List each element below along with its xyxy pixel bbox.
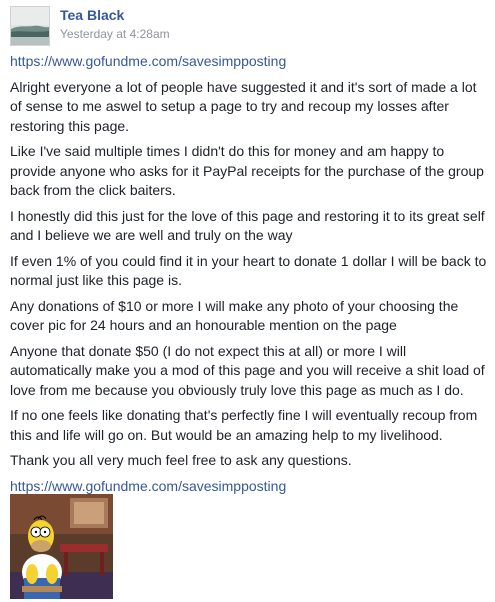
post-paragraph: Thank you all very much feel free to ask any questions.: [10, 452, 352, 468]
post-paragraph: If no one feels like donating that's perfectly fine I will eventually recoup from this and life will go on. But would be an amazing help to my livelihood.: [10, 407, 478, 443]
author-name[interactable]: Tea Black: [60, 7, 125, 23]
post-timestamp[interactable]: Yesterday at 4:28am: [60, 27, 170, 41]
gofundme-link-top[interactable]: https://www.gofundme.com/savesimpposting: [10, 53, 287, 69]
post-paragraph: Like I've said multiple times I didn't do this for money and am happy to provide anyone who asks for it PayPal receipts for the purchase of the group back from the click baiters.: [10, 143, 484, 198]
homer-simpson-image-icon: [10, 494, 113, 599]
post-body: [10, 52, 490, 502]
post-paragraph: Anyone that donate $50 (I do not expect this at all) or more I will automatically make you a mod of this page and you will receive a shit load of love from me because you obviously truly love this page as much as I do.: [10, 342, 485, 398]
attached-gif-thumbnail[interactable]: [10, 494, 113, 599]
avatar[interactable]: [10, 6, 50, 46]
post-paragraph: I honestly did this just for the love of this page and restoring it to its great self and I believe we are well and truly on the way: [10, 207, 485, 243]
post-paragraph: Any donations of $10 or more I will make any photo of your choosing the cover pic for 24 hours and an honourable mention on the page: [10, 297, 459, 333]
landscape-avatar-icon: [11, 7, 49, 45]
post-paragraph: If even 1% of you could find it in your heart to donate 1 dollar I will be back to normal just like this page is.: [10, 252, 487, 288]
post-paragraph: Alright everyone a lot of people have suggested it and it's sort of made a lot of sense to me aswel to setup a page to try and recoup my losses after restoring this page.: [10, 78, 477, 134]
gofundme-link-bottom[interactable]: https://www.gofundme.com/savesimpposting: [10, 477, 287, 494]
